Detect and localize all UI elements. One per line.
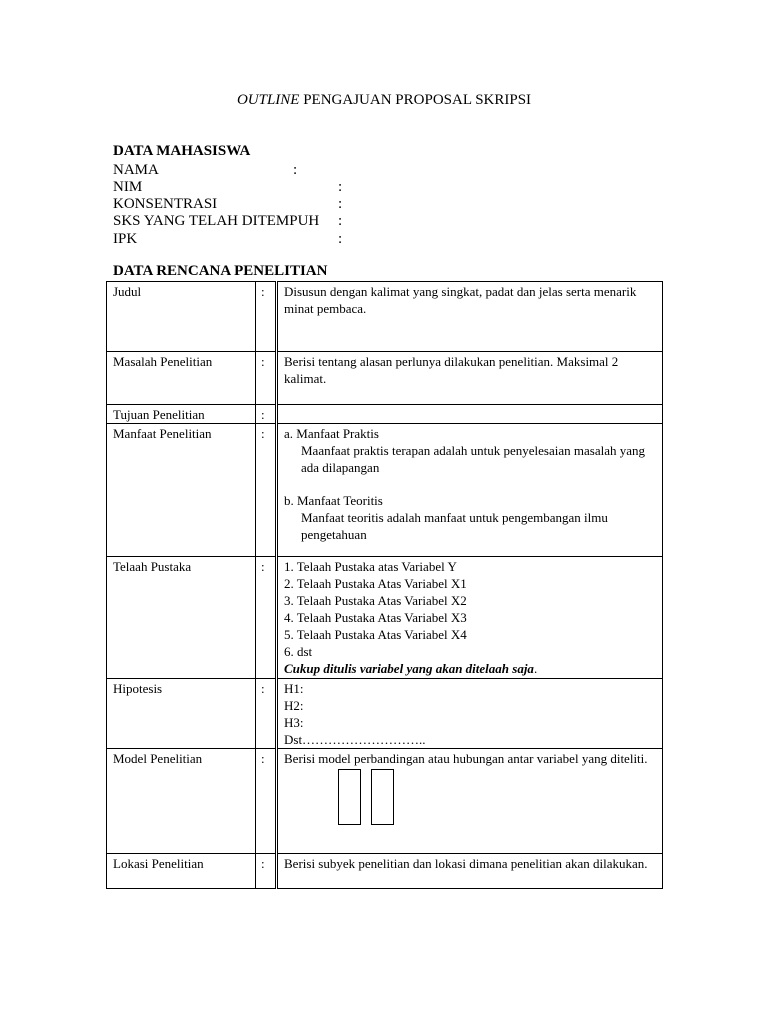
model-diagram	[284, 767, 658, 827]
list-item: 4. Telaah Pustaka Atas Variabel X3	[284, 610, 467, 625]
manfaat-praktis-text: Maanfaat praktis terapan adalah untuk penyelesaian masalah yang ada dilapangan	[301, 443, 645, 475]
list-item: 6. dst	[284, 644, 313, 659]
hipotesis-content	[277, 679, 663, 749]
row-label: Hipotesis	[107, 679, 256, 749]
table-row-tujuan	[107, 405, 663, 424]
manfaat-content	[277, 424, 663, 557]
list-item: H1:	[284, 681, 304, 696]
title-italic: OUTLINE	[236, 92, 300, 108]
row-colon: :	[256, 749, 277, 854]
row-label: Model Penelitian	[107, 749, 256, 854]
field-ipk: IPK	[113, 231, 138, 247]
research-section-heading: DATA RENCANA PENELITIAN	[113, 263, 328, 279]
table-row-hipotesis	[107, 679, 663, 749]
row-label: Tujuan Penelitian	[107, 405, 256, 424]
table-row-telaah	[107, 557, 663, 679]
row-label: Lokasi Penelitian	[107, 854, 256, 889]
row-colon: :	[256, 679, 277, 749]
row-label: Manfaat Penelitian	[107, 424, 256, 557]
list-item: Dst………………………..	[284, 732, 426, 747]
row-label: Telaah Pustaka	[107, 557, 256, 679]
list-item: H3:	[284, 715, 304, 730]
row-label: Judul	[107, 282, 256, 352]
model-box-1	[338, 769, 361, 825]
field-nim: NIM	[113, 179, 143, 195]
table-row-masalah	[107, 352, 663, 405]
title-text: PENGAJUAN PROPOSAL SKRIPSI	[303, 92, 532, 108]
research-plan-table	[106, 281, 663, 889]
model-content	[277, 749, 663, 854]
telaah-note-text: Cukup ditulis variabel yang akan ditelaah saja	[284, 661, 534, 676]
field-sks: SKS YANG TELAH DITEMPUH	[113, 213, 320, 229]
student-section-heading: DATA MAHASISWA	[113, 143, 251, 159]
row-colon: :	[256, 557, 277, 679]
model-box-2	[371, 769, 394, 825]
row-colon: :	[256, 854, 277, 889]
list-item: 3. Telaah Pustaka Atas Variabel X2	[284, 593, 467, 608]
table-row-judul	[107, 282, 663, 352]
row-colon: :	[256, 405, 277, 424]
field-nama-colon: :	[293, 162, 298, 178]
judul-description: Disusun dengan kalimat yang singkat, padat dan jelas serta menarik minat pembaca.	[277, 282, 663, 352]
list-item: 1. Telaah Pustaka atas Variabel Y	[284, 559, 457, 574]
table-row-manfaat	[107, 424, 663, 557]
telaah-note-end: .	[533, 661, 538, 676]
field-ipk-colon: :	[338, 231, 343, 247]
row-colon: :	[256, 282, 277, 352]
lokasi-description: Berisi subyek penelitian dan lokasi dimana penelitian akan dilakukan.	[277, 854, 663, 889]
list-item: 5. Telaah Pustaka Atas Variabel X4	[284, 627, 467, 642]
manfaat-praktis-title: a. Manfaat Praktis	[284, 426, 379, 441]
masalah-description: Berisi tentang alasan perlunya dilakukan penelitian. Maksimal 2 kalimat.	[277, 352, 663, 405]
telaah-note	[284, 660, 658, 677]
row-colon: :	[256, 424, 277, 557]
field-sks-colon: :	[338, 213, 343, 229]
list-item: H2:	[284, 698, 304, 713]
list-item: 2. Telaah Pustaka Atas Variabel X1	[284, 576, 467, 591]
field-konsentrasi: KONSENTRASI	[113, 196, 218, 212]
manfaat-teoritis-title: b. Manfaat Teoritis	[284, 493, 383, 508]
field-nim-colon: :	[338, 179, 343, 195]
model-description: Berisi model perbandingan atau hubungan antar variabel yang diteliti.	[284, 751, 648, 766]
tujuan-value	[277, 405, 663, 424]
row-colon: :	[256, 352, 277, 405]
document-title	[0, 92, 768, 109]
manfaat-teoritis-text: Manfaat teoritis adalah manfaat untuk pengembangan ilmu pengetahuan	[301, 510, 608, 542]
table-row-lokasi	[107, 854, 663, 889]
row-label: Masalah Penelitian	[107, 352, 256, 405]
telaah-content	[277, 557, 663, 679]
table-row-model	[107, 749, 663, 854]
field-nama: NAMA	[113, 162, 159, 178]
field-konsentrasi-colon: :	[338, 196, 343, 212]
